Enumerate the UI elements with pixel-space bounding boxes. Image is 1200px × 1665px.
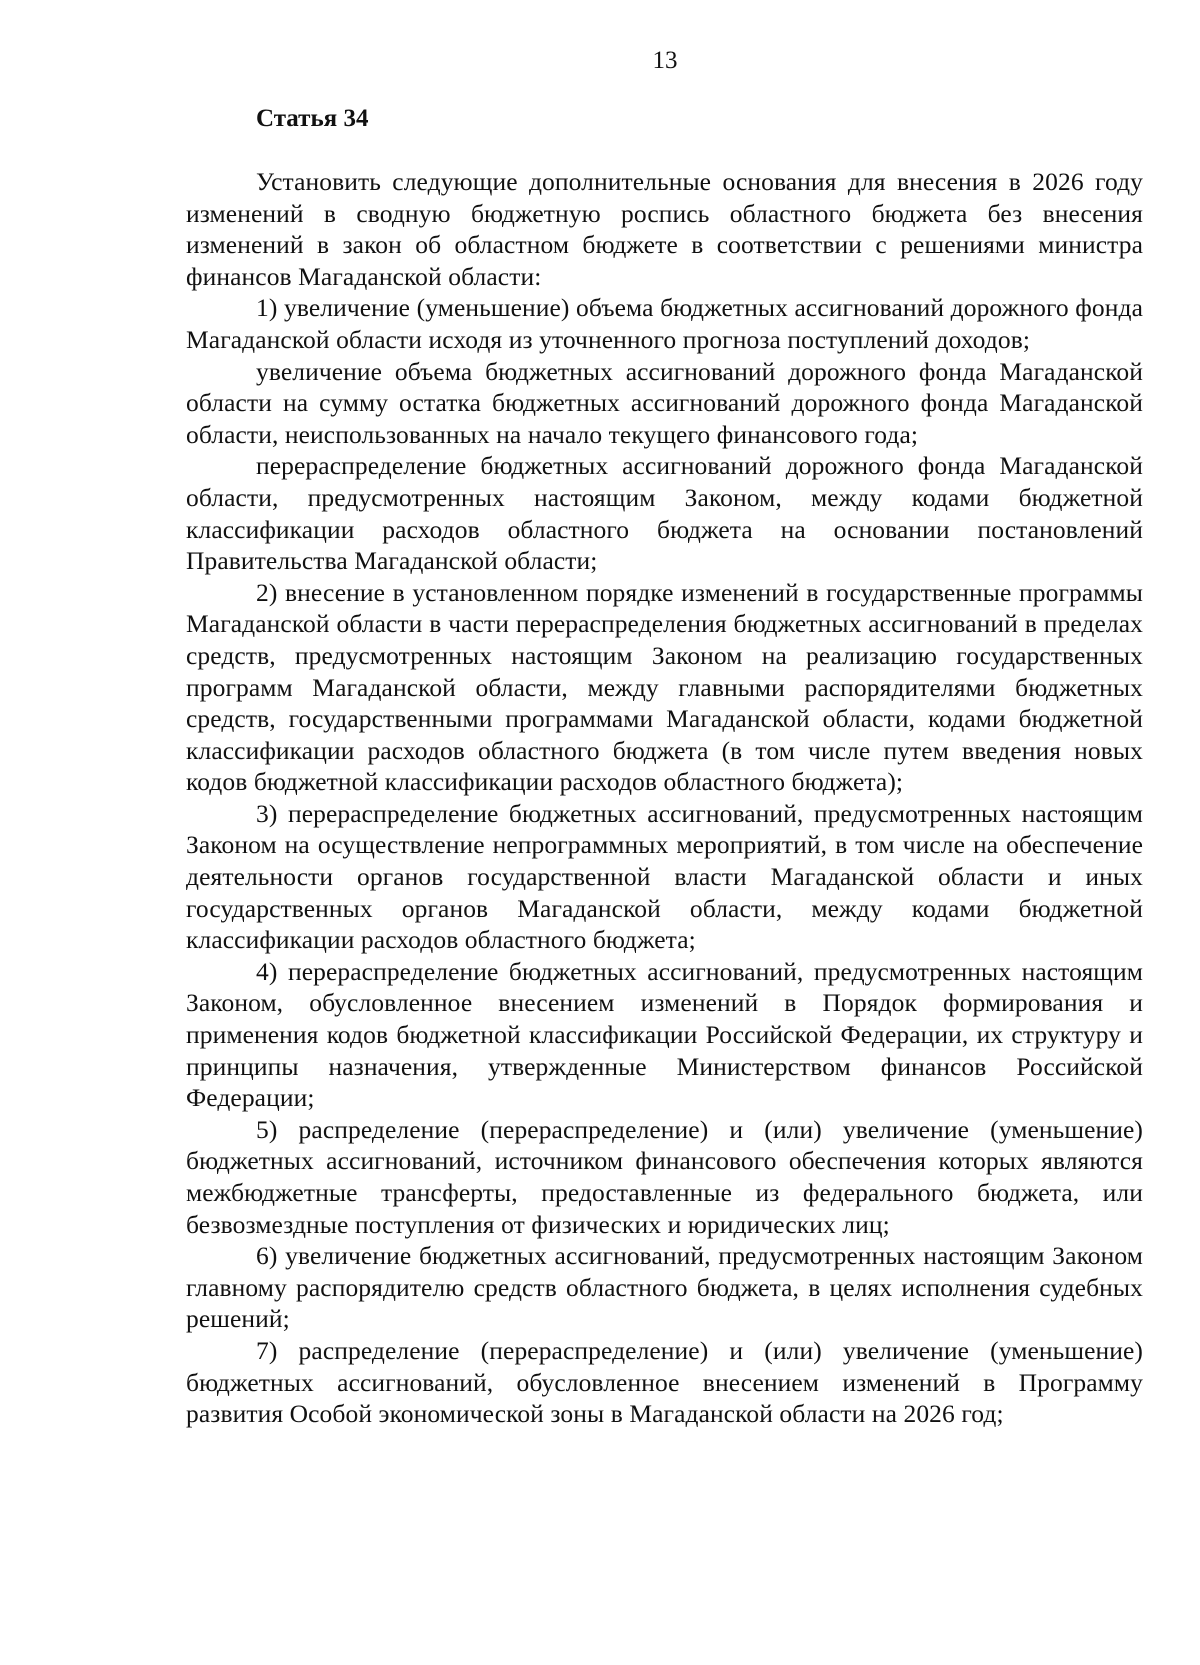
paragraph-item-4: 4) перераспределение бюджетных ассигнований, предусмотренных настоящим Законом, обусловленное внесением изменений в Порядок формирования и применения кодов бюджетной классификации Российской Федерации, их структуру и принципы назначения, утвержденные Министерством финансов Российской Федерации; xyxy=(186,956,1143,1113)
paragraph-item-1-redistribution: перераспределение бюджетных ассигнований дорожного фонда Магаданской области, предусмотренных настоящим Законом, между кодами бюджетной классификации расходов областного бюджета на основании постановлений Правительства Магаданской области; xyxy=(186,451,1143,576)
paragraph-item-5: 5) распределение (перераспределение) и (или) увеличение (уменьшение) бюджетных ассигнований, источником финансового обеспечения которых являются межбюджетные трансферты, предоставленные из федерального бюджета, или безвозмездные поступления от физических и юридических лиц; xyxy=(186,1114,1143,1239)
paragraph-intro: Установить следующие дополнительные основания для внесения в 2026 году изменений в сводную бюджетную роспись областного бюджета без внесения изменений в закон об областном бюджете в соответствии с решениями министра финансов Магаданской области: xyxy=(186,167,1143,291)
paragraph-item-7: 7) распределение (перераспределение) и (или) увеличение (уменьшение) бюджетных ассигнований, обусловленное внесением изменений в Программу развития Особой экономической зоны в Магаданской области на 2026 год; xyxy=(186,1335,1143,1429)
paragraph-item-6: 6) увеличение бюджетных ассигнований, предусмотренных настоящим Законом главному распорядителю средств областного бюджета, в целях исполнения судебных решений; xyxy=(186,1241,1143,1334)
paragraph-item-2: 2) внесение в установленном порядке изменений в государственные программы Магаданской области в части перераспределения бюджетных ассигнований в пределах средств, предусмотренных настоящим Законом на реализацию государственных программ Магаданской области, между главными распорядителями бюджетных средств, государственными программами Магаданской области, кодами бюджетной классификации расходов областного бюджета (в том числе путем введения новых кодов бюджетной классификации расходов областного бюджета); xyxy=(186,577,1143,797)
paragraph-item-1-increase: увеличение объема бюджетных ассигнований дорожного фонда Магаданской области на сумму остатка бюджетных ассигнований дорожного фонда Магаданской области, неиспользованных на начало текущего финансового года; xyxy=(186,356,1143,449)
page-number: 13 xyxy=(652,47,678,74)
article-heading: Статья 34 xyxy=(256,105,369,132)
paragraph-item-1: 1) увеличение (уменьшение) объема бюджетных ассигнований дорожного фонда Магаданской области исходя из уточненного прогноза поступлений доходов; xyxy=(186,293,1143,354)
paragraph-item-3: 3) перераспределение бюджетных ассигнований, предусмотренных настоящим Законом на осуществление непрограммных мероприятий, в том числе на обеспечение деятельности органов государственной власти Магаданской области и иных государственных органов Магаданской области, между кодами бюджетной классификации расходов областного бюджета; xyxy=(186,798,1143,955)
document-body xyxy=(186,166,1143,1430)
